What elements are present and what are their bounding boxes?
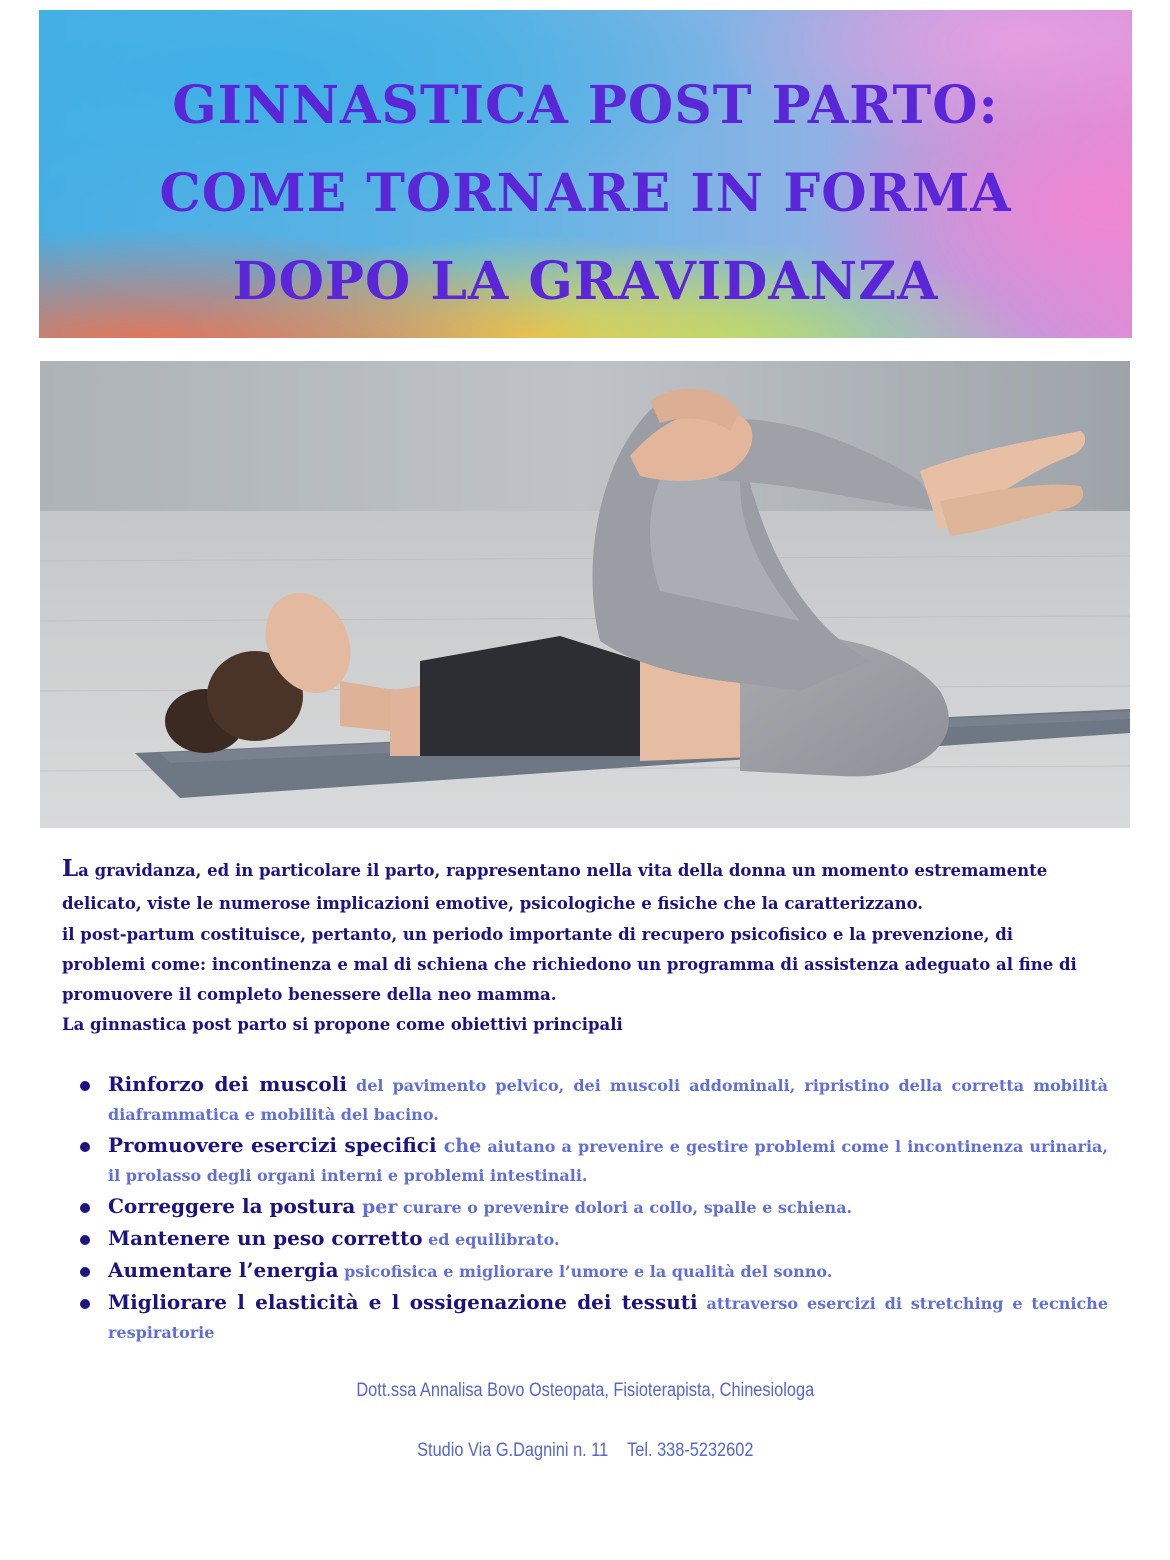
intro-text xyxy=(62,852,1102,1040)
list-item-detail: psicofisica e migliorare l’umore e la qualità del sonno. xyxy=(338,1262,833,1281)
bullet-icon xyxy=(80,1299,90,1309)
drop-cap: L xyxy=(62,855,79,882)
list-item xyxy=(78,1288,1108,1347)
objectives-list xyxy=(78,1070,1108,1349)
list-item-detail: curare o prevenire dolori a collo, spalle e schiena. xyxy=(397,1198,853,1217)
phone-number: Tel. 338-5232602 xyxy=(627,1440,754,1461)
list-item-connector: che xyxy=(436,1135,482,1157)
header-banner xyxy=(39,10,1132,338)
list-item-detail: aiutano a prevenire e gestire problemi come l incontinenza urinaria, il prolasso degli organi interni e problemi intestinali. xyxy=(108,1137,1108,1185)
list-item-detail: attraverso esercizi di stretching e tecniche respiratorie xyxy=(108,1294,1108,1342)
list-item-lead: Promuovere esercizi specifici xyxy=(108,1133,437,1157)
list-item-lead: Aumentare l’energia xyxy=(108,1258,339,1282)
list-item-lead: Correggere la postura xyxy=(108,1194,356,1218)
list-item-connector: per xyxy=(355,1196,398,1218)
bullet-icon xyxy=(80,1267,90,1277)
intro-paragraph-2: il post-partum costituisce, pertanto, un periodo importante di recupero psicofisico e la prevenzione, di problemi come: incontinenza e mal di schiena che richiedono un programma di assistenza adeguato al fine di promuovere il completo benessere della neo mamma. xyxy=(62,925,1077,1004)
list-item-lead: Rinforzo dei muscoli xyxy=(108,1072,347,1096)
bullet-icon xyxy=(80,1235,90,1245)
intro-paragraph-1-text: a gravidanza, ed in particolare il parto, rappresentano nella vita della donna un momento estremamente delicato, viste le numerose implicazioni emotive, psicologiche e fisiche che la caratterizzano. xyxy=(62,861,1048,913)
hero-photo xyxy=(40,361,1130,828)
intro-paragraph-3: La ginnastica post parto si propone come obiettivi principali xyxy=(62,1015,623,1034)
woman-exercise-illustration xyxy=(40,361,1130,828)
list-item-detail: ed equilibrato. xyxy=(422,1230,560,1249)
bullet-icon xyxy=(80,1142,90,1152)
list-item xyxy=(78,1070,1108,1129)
list-item-detail: del pavimento pelvico, dei muscoli addominali, ripristino della corretta mobilità diaframmatica e mobilità del bacino. xyxy=(108,1076,1108,1124)
author-credit: Dott.ssa Annalisa Bovo Osteopata, Fisioterapista, Chinesiologa xyxy=(356,1380,815,1401)
list-item xyxy=(78,1224,1108,1254)
intro-paragraph-1 xyxy=(62,852,1102,920)
list-item-lead: Mantenere un peso corretto xyxy=(108,1226,423,1250)
list-item xyxy=(78,1192,1108,1222)
bullet-icon xyxy=(80,1081,90,1091)
contact-line xyxy=(82,1440,1088,1462)
list-item xyxy=(78,1256,1108,1286)
list-item xyxy=(78,1131,1108,1190)
studio-address: Studio Via G.Dagnini n. 11 xyxy=(417,1440,609,1461)
bullet-icon xyxy=(80,1203,90,1213)
page-title: GINNASTICA POST PARTO: COME TORNARE IN FORMA DOPO LA GRAVIDANZA xyxy=(159,75,1012,312)
list-item-lead: Migliorare l elasticità e l ossigenazione dei tessuti xyxy=(108,1290,698,1314)
